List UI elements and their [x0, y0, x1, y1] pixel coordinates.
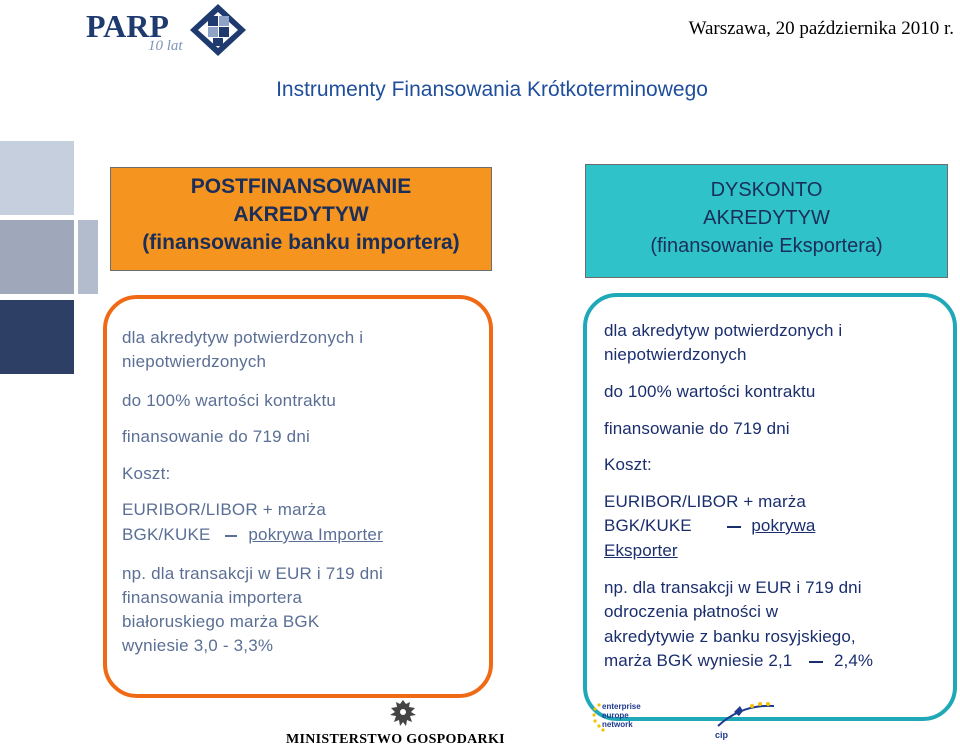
right-line-3: do 100% wartości kontraktu — [604, 382, 816, 401]
right-line-6: EURIBOR/LIBOR + marża — [604, 492, 806, 511]
postfinansowanie-header — [110, 167, 492, 271]
een-logo — [592, 700, 650, 740]
left-header-line2: AKREDYTYW — [233, 203, 369, 226]
right-line-7b: pokrywa — [751, 516, 816, 535]
left-line-10: białoruskiego marża BGK — [122, 612, 320, 631]
left-line-2: niepotwierdzonych — [122, 352, 267, 371]
page-title: Instrumenty Finansowania Krótkoterminowego — [276, 78, 708, 101]
decor-square — [0, 141, 74, 215]
right-line-7a: BGK/KUKE — [604, 516, 692, 535]
ministry-label: MINISTERSTWO GOSPODARKI — [286, 732, 505, 747]
parp-logo-icon — [186, 2, 250, 58]
dash — [809, 661, 823, 663]
left-line-1: dla akredytyw potwierdzonych i — [122, 328, 364, 347]
right-line-1: dla akredytyw potwierdzonych i — [604, 321, 843, 340]
cip-logo-icon — [712, 700, 782, 730]
dash — [225, 535, 237, 537]
right-line-12a: marża BGK wyniesie 2,1 — [604, 651, 793, 670]
right-line-2: niepotwierdzonych — [604, 345, 747, 364]
right-header-line1: DYSKONTO — [710, 179, 823, 201]
decor-square — [78, 220, 98, 294]
right-line-11: akredytywie z banku rosyjskiego, — [604, 627, 856, 646]
parp-logo-years: 10 lat — [148, 38, 183, 54]
left-line-7 — [122, 525, 383, 545]
right-line-8: Eksporter — [604, 541, 678, 560]
right-line-12b: 2,4% — [834, 651, 874, 670]
decor-square — [0, 220, 74, 294]
right-header-line3: (finansowanie Eksportera) — [650, 235, 883, 257]
cip-logo — [712, 700, 782, 746]
left-line-7a: BGK/KUKE — [122, 525, 211, 544]
cip-logo-text: cip — [715, 730, 729, 740]
left-line-5: Koszt: — [122, 464, 171, 483]
left-line-9: finansowania importera — [122, 588, 303, 607]
parp-logo — [82, 2, 252, 58]
left-line-8: np. dla transakcji w EUR i 719 dni — [122, 564, 383, 583]
left-line-7b: pokrywa Importer — [248, 525, 383, 544]
dash — [727, 526, 741, 528]
decor-square — [0, 300, 74, 374]
right-line-12 — [604, 651, 873, 671]
een-logo-text: enterprise europe network — [602, 702, 641, 729]
right-header-line2: AKREDYTYW — [703, 207, 830, 229]
parp-logo-text: PARP — [86, 8, 169, 44]
eagle-emblem-icon — [388, 698, 418, 730]
right-line-7 — [604, 516, 815, 536]
left-header-line3: (finansowanie banku importera) — [142, 231, 460, 254]
right-line-5: Koszt: — [604, 455, 652, 474]
right-line-9: np. dla transakcji w EUR i 719 dni — [604, 578, 862, 597]
left-line-6: EURIBOR/LIBOR + marża — [122, 500, 326, 519]
right-line-10: odroczenia płatności w — [604, 602, 779, 621]
date-label: Warszawa, 20 października 2010 r. — [688, 18, 954, 39]
left-line-11: wyniesie 3,0 - 3,3% — [122, 636, 274, 655]
left-line-4: finansowanie do 719 dni — [122, 427, 310, 446]
right-line-4: finansowanie do 719 dni — [604, 419, 790, 438]
left-line-3: do 100% wartości kontraktu — [122, 391, 337, 410]
dyskonto-header — [585, 164, 948, 278]
left-header-line1: POSTFINANSOWANIE — [190, 175, 412, 198]
